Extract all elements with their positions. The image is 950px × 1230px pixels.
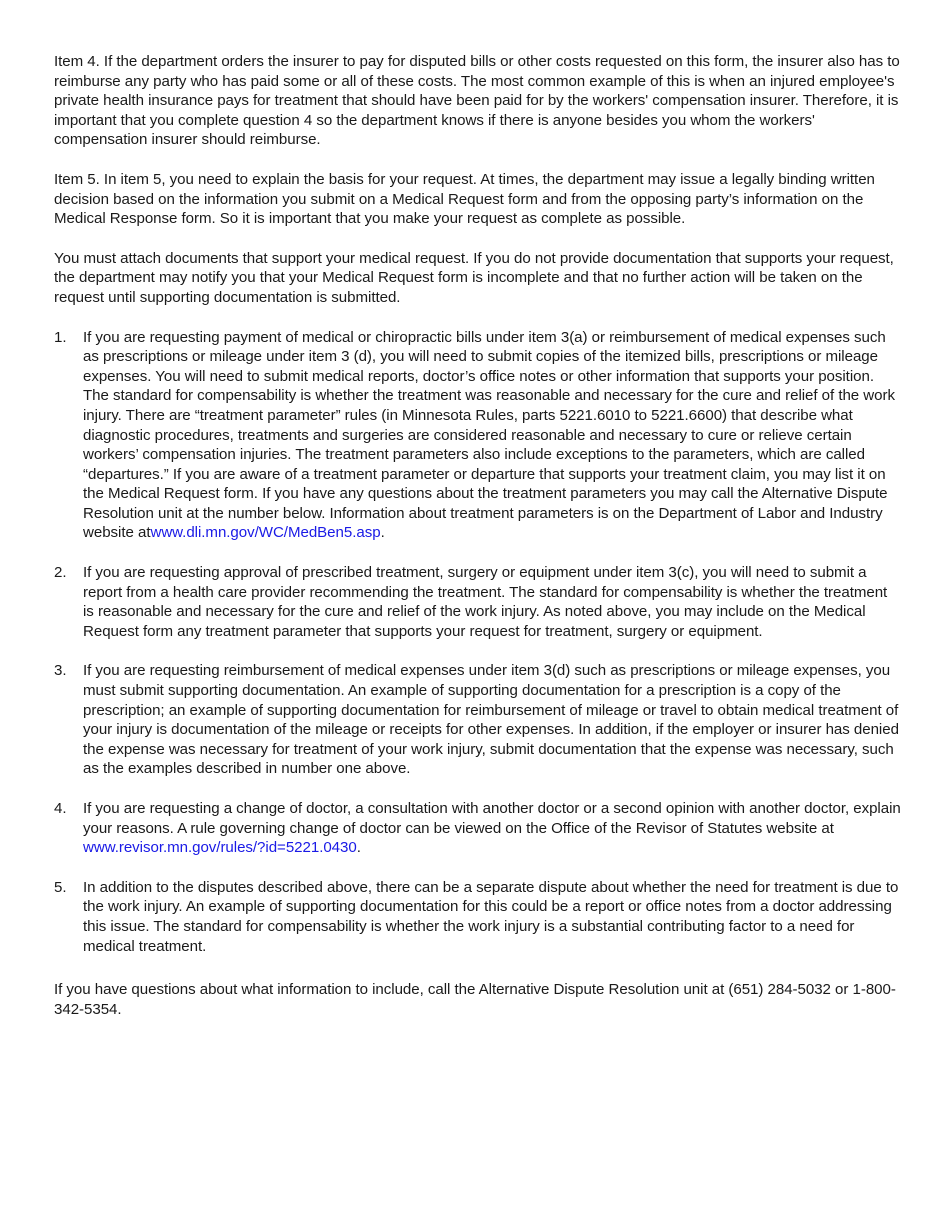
list-item-body [83, 563, 902, 641]
list-item [54, 661, 902, 779]
list-item-text: If you are requesting a change of doctor, a consultation with another doctor or a second opinion with another doctor, explain your reasons. A rule governing change of doctor can be viewed on the Office of the Revisor of Statutes website at [83, 800, 901, 837]
requirements-list [54, 328, 902, 957]
list-item-body [83, 661, 902, 779]
list-item-text: If you are requesting reimbursement of medical expenses under item 3(d) such as prescriptions or mileage expenses, you must submit supporting documentation. An example of supporting documentation for a prescription is a copy of the prescription; an example of supporting documentation for reimbursement of mileage or travel to obtain medical treatment of your injury is documentation of the mileage or receipts for other expenses. In addition, if the employer or insurer has denied the expense was necessary for treatment of your work injury, submit documentation that the expense was necessary, such as the examples described in number one above. [83, 662, 899, 778]
link-dli-medben5[interactable]: www.dli.mn.gov/WC/MedBen5.asp [150, 524, 381, 542]
paragraph-closing-contact: If you have questions about what information to include, call the Alternative Dispute Resolution unit at (651) 284-5032 or 1-800-342-5354. [54, 981, 896, 1018]
list-item-body [83, 799, 902, 858]
list-item-text: If you are requesting approval of prescribed treatment, surgery or equipment under item 3(c), you will need to submit a report from a health care provider recommending the treatment. The standard for compensability is whether the treatment is reasonable and necessary for the cure and relief of the work injury. As noted above, you may include on the Medical Request form any treatment parameter that supports your request for treatment, surgery or equipment. [83, 564, 888, 640]
paragraph-item-5: Item 5. In item 5, you need to explain the basis for your request. At times, the department may issue a legally binding written decision based on the information you submit on a Medical Request form and from the opposing party’s information on the Medical Response form. So it is important that you make your request as complete as possible. [54, 170, 875, 228]
list-item [54, 799, 902, 858]
link-revisor-rules[interactable]: www.revisor.mn.gov/rules/?id=5221.0430 [83, 839, 357, 857]
list-item-marker: 3. [54, 662, 67, 680]
list-item-text: In addition to the disputes described above, there can be a separate dispute about whether the need for treatment is due to the work injury. An example of supporting documentation for this could be a report or office notes from a doctor addressing this issue. The standard for compensability is whether the work injury is a substantial contributing factor to a need for medical treatment. [83, 878, 899, 955]
list-item [54, 878, 902, 956]
list-item [54, 563, 902, 641]
list-item-marker: 4. [54, 800, 67, 817]
list-item-body [83, 878, 902, 956]
paragraph-attach-documents: You must attach documents that support your medical request. If you do not provide documentation that supports your request, the department may notify you that your Medical Request form is incomplete and that no further action will be taken on the request until supporting documentation is submitted. [54, 249, 894, 306]
paragraph-item-4: Item 4. If the department orders the insurer to pay for disputed bills or other costs requested on this form, the insurer also has to reimburse any party who has paid some or all of these costs. The most common example of this is when an injured employee's private health insurance pays for treatment that should have been paid for by the workers' compensation insurer. Therefore, it is important that you complete question 4 so the department knows if there is anyone besides you whom the workers' compensation insurer should reimburse. [54, 53, 900, 149]
list-item-text-tail: . [380, 524, 385, 542]
list-item-marker: 5. [54, 878, 67, 896]
list-item-marker: 1. [54, 328, 67, 346]
list-item-text-tail: . [356, 839, 361, 857]
list-item-text: If you are requesting payment of medical or chiropractic bills under item 3(a) or reimbursement of medical expenses such as prescriptions or mileage under item 3 (d), you will need to submit copies of the itemized bills, prescriptions or mileage expenses. You will need to submit medical reports, doctor’s office notes or other information that supports your position. The standard for compensability is whether the treatment was reasonable and necessary for the cure and relief of the work injury. There are “treatment parameter” rules (in Minnesota Rules, parts 5221.6010 to 5221.6600) that describe what diagnostic procedures, treatments and surgeries are considered reasonable and necessary to cure or relieve certain workers’ compensation injuries. The treatment parameters also include exceptions to the parameters, which are called “departures.” If you are aware of a treatment parameter or departure that supports your treatment claim, you may list it on the Medical Request form. If you have any questions about the treatment parameters you may call the Alternative Dispute Resolution unit at the number below. Information about treatment parameters is on the Department of Labor and Industry website at [83, 328, 895, 542]
list-item-marker: 2. [54, 564, 67, 582]
list-item [54, 328, 902, 544]
list-item-body [83, 328, 902, 544]
